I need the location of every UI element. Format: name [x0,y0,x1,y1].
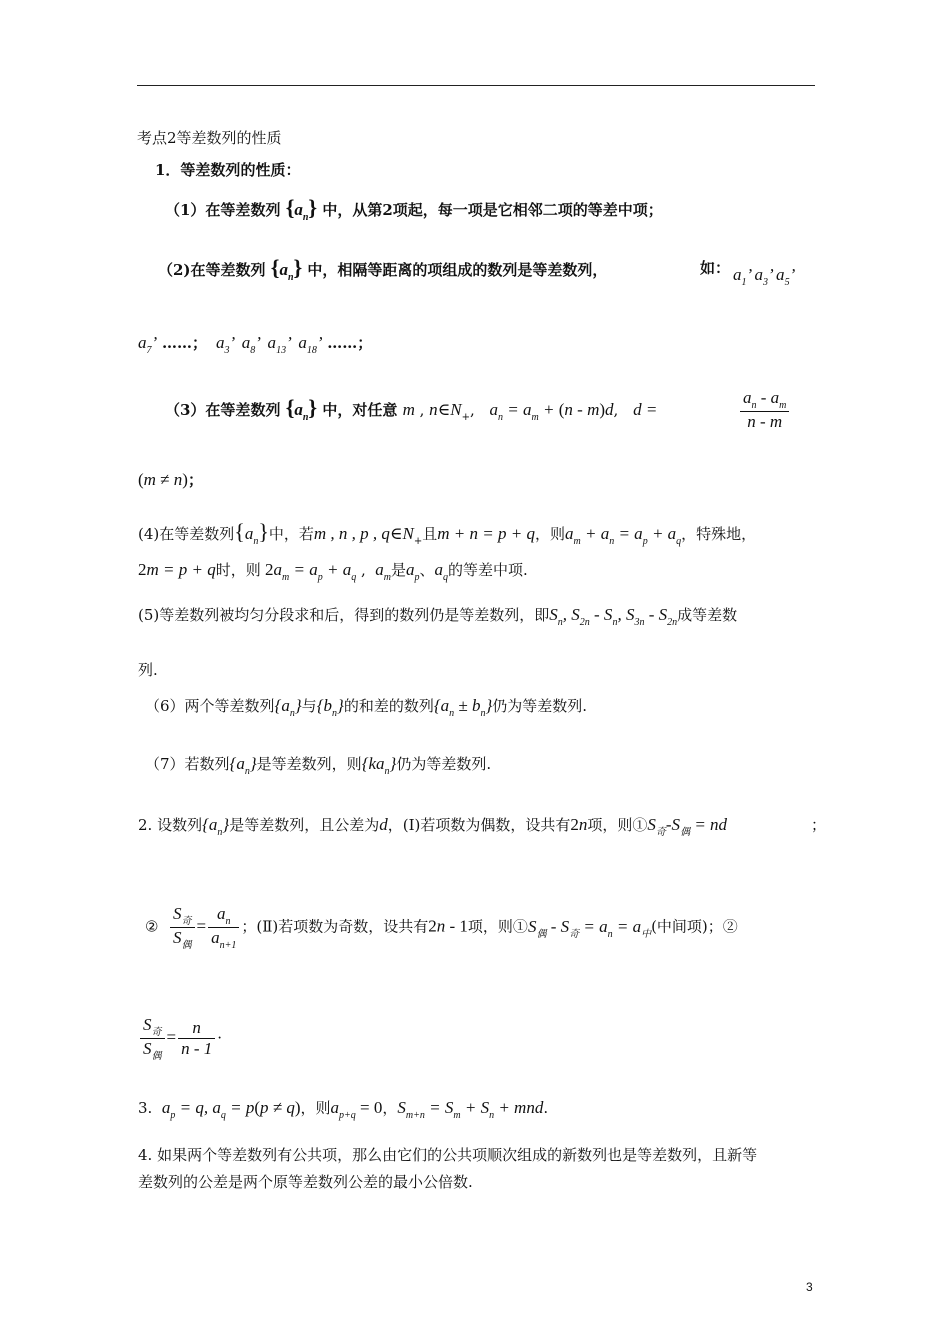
page-number: 3 [806,1280,813,1294]
p2-label: （2)在等差数列 [158,261,266,279]
property-4-line1: (4)在等差数列$\{a_n\}$中，若m , n , p , $q\in N_+$且m + n = p + q，则$a_m + a_n = a_p + a_q$，特殊地， [138,519,757,547]
property-5: (5)等差数列被均匀分段求和后，得到的数列仍是等差数列，即$S_n$, $S_{2n} - S_n$, $S_{3n} - S_{2n}$成等差数 [138,605,738,628]
p3-label: （3）在等差数列 [165,401,281,419]
property-1 [165,195,663,223]
p1-label: （1）在等差数列 [165,201,281,219]
p2-ru: 如： [700,259,731,277]
section-title: 考点2等差数列的性质 [137,129,282,147]
p2-example-b: $a_7$’ ……； $a_3$’ $a_8$’ $a_{13}$’ $a_{18}$’ ……； [138,333,373,356]
item2-line2: ② $\frac{S_奇}{S_偶}$ = $\frac{a_n}{a_{n+1}}$ ；(Ⅱ)若项数为奇数，设共有2n - 1项，则$①S_偶 - S_奇 = a_n = a_中$(中间项)；② [145,904,738,951]
property-6: （6）两个等差数列$\{a_n\}$与$\{b_n\}$的和差的数列$\{a_n \pm b_n\}$仍为等差数列. [145,696,588,719]
item2-semicolon: ； [811,816,827,834]
property-5-cont: 列. [138,661,158,679]
p3-mid: 中，对任意 [322,401,398,419]
p2-example-a: $a_1$’ $a_3$’ $a_5$’ [733,265,796,288]
dots-2: ……； [327,334,373,352]
item4-line1: 4. 如果两个等差数列有公共项，那么由它们的公共项顺次组成的新数列也是等差数列，且新等 [138,1146,758,1164]
p3-tail: ； [187,471,203,489]
p3-fraction: $\frac{a_n - a_m}{n - m}$ [738,388,791,432]
p1-rest: 中，从第2项起，每一项是它相邻二项的等差中项； [322,201,663,219]
dots-1: ……； [161,334,207,352]
p3-condition: (m ≠ n)； [138,470,203,489]
property-7: （7）若数列$\{a_n\}$是等差数列，则$\{ka_n\}$仍为等差数列. [145,754,492,777]
item2-line1: 2. 设数列$\{a_n\}$是等差数列，且公差为d，(Ⅰ)若项数为偶数，设共有2n项，则$①S_奇-S_偶$ = nd [138,815,728,838]
p3-seq: $\{a_n\}$ [285,395,318,423]
property-4-line2: 2m = p + q时，则 $2a_m = a_p + a_q$ , $a_m$是$a_p$、$a_q$的等差中项. [138,560,528,583]
p2-rest: 中，相隔等距离的项组成的数列是等差数列， [307,261,608,279]
item1-title: 1．等差数列的性质： [155,161,301,179]
property-3: （3）在等差数列 $\{a_n\}$ 中，对任意 m , $n\in N_+$, $a_n = a_m + (n - m)d$, d = [165,395,658,423]
header-rule [137,85,815,86]
p1-seq: $\{a_n\}$ [285,195,318,223]
p2-seq: $\{a_n\}$ [270,255,303,283]
item4-line2: 差数列的公差是两个原等差数列公差的最小公倍数. [138,1173,473,1191]
item3: 3. $a_p = q$, $a_q = p(p \ne q)$，则$a_{p+q} = 0$，$S_{m+n} = S_m + S_n$ + mnd. [138,1098,549,1121]
property-2 [158,255,608,283]
item2-line3: $\frac{S_奇}{S_偶}$ = $\frac{n}{n - 1}$ · [138,1015,222,1062]
